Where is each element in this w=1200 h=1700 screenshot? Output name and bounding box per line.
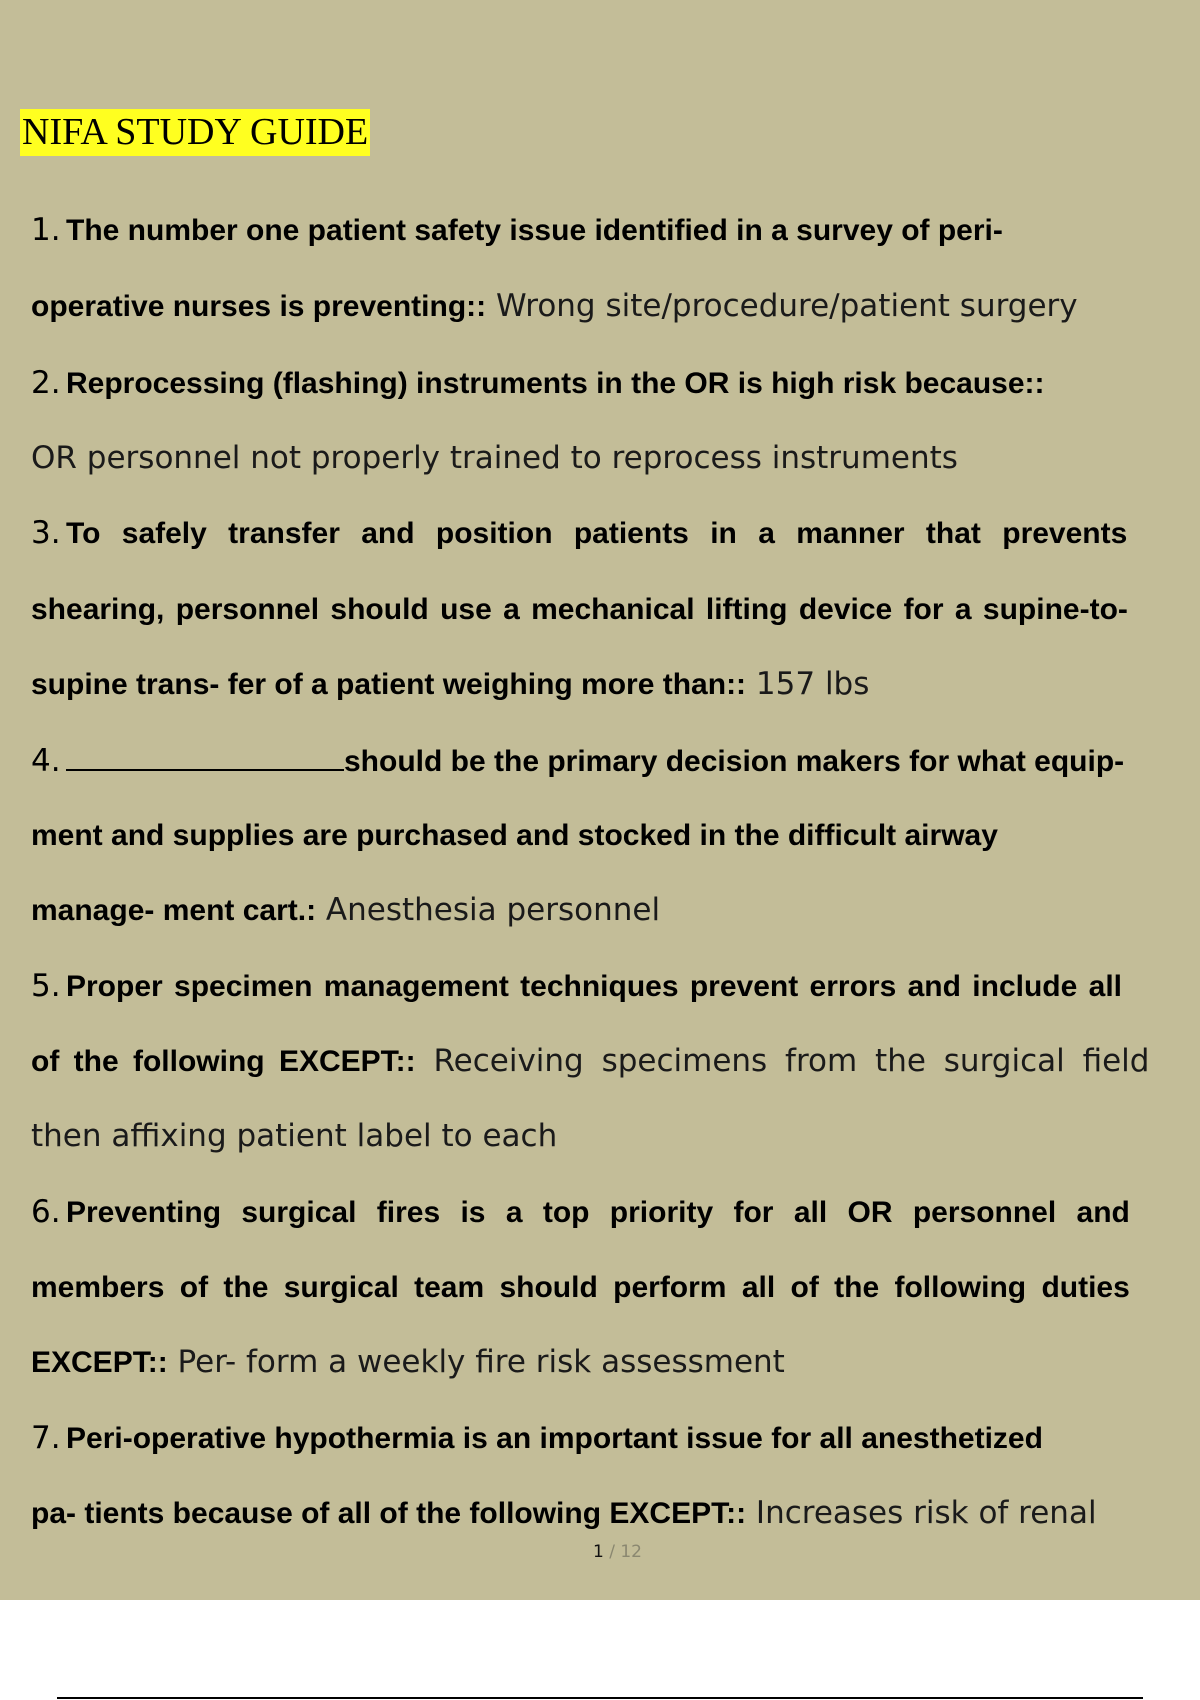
question-2-number: 2. (31, 365, 61, 401)
page-title: NIFA STUDY GUIDE (20, 109, 370, 156)
page-indicator (0, 1542, 1200, 1562)
question-5-line-1: 5. Proper specimen management techniques prevent errors and include all (31, 968, 1122, 1004)
question-7-number: 7. (31, 1420, 61, 1456)
question-5-number: 5. (31, 968, 61, 1004)
current-page-number: 1 (593, 1542, 604, 1562)
answer-4: Anesthesia personnel (316, 892, 661, 928)
question-3-number: 3. (31, 515, 61, 551)
question-2-line-2 (31, 438, 958, 478)
question-2-line-1: 2. Reprocessing (flashing) instruments in the OR is high risk because:: (31, 365, 1045, 401)
question-1-number: 1. (31, 212, 61, 248)
answer-1: Wrong site/procedure/patient surgery (486, 288, 1078, 324)
question-4-line-1: 4. should be the primary decision makers for what equip- (31, 739, 1124, 782)
question-7-line-2: pa- tients because of all of the following EXCEPT:: Increases risk of renal (31, 1495, 1097, 1531)
question-6-line-3: EXCEPT:: Per- form a weekly fire risk assessment (31, 1344, 785, 1380)
question-3-line-3: supine trans- fer of a patient weighing more than:: 157 lbs (31, 666, 870, 702)
answer-6: Per- form a weekly fire risk assessment (167, 1344, 785, 1380)
question-6-line-2: members of the surgical team should perform all of the following duties (31, 1271, 1130, 1304)
question-5-line-2: of the following EXCEPT:: Receiving specimens from the surgical field (31, 1043, 1150, 1079)
question-7-line-1: 7. Peri-operative hypothermia is an important issue for all anesthetized (31, 1420, 1043, 1456)
question-6-line-1: 6. Preventing surgical fires is a top priority for all OR personnel and (31, 1194, 1130, 1230)
question-4-line-3: manage- ment cart.: Anesthesia personnel (31, 892, 661, 928)
question-6-number: 6. (31, 1194, 61, 1230)
question-3-line-1: 3. To safely transfer and position patients in a manner that prevents (31, 515, 1128, 551)
question-3-line-2: shearing, personnel should use a mechanical lifting device for a supine-to- (31, 593, 1128, 626)
question-4-line-2: ment and supplies are purchased and stocked in the difficult airway (31, 819, 998, 852)
question-1-line-1: 1. The number one patient safety issue identified in a survey of peri- (31, 212, 1003, 248)
total-pages: / 12 (609, 1542, 642, 1562)
question-4-number: 4. (31, 743, 61, 779)
fill-in-blank (66, 739, 344, 771)
divider (57, 1697, 1143, 1699)
question-1-line-2: operative nurses is preventing:: Wrong site/procedure/patient surgery (31, 288, 1078, 324)
question-5-line-3: then affixing patient label to each (31, 1118, 558, 1154)
answer-7: Increases risk of renal (746, 1495, 1097, 1531)
answer-5: Receiving specimens from the surgical field (415, 1043, 1150, 1079)
answer-3: 157 lbs (746, 666, 870, 702)
answer-2: OR personnel not properly trained to reprocess instruments (31, 440, 958, 476)
